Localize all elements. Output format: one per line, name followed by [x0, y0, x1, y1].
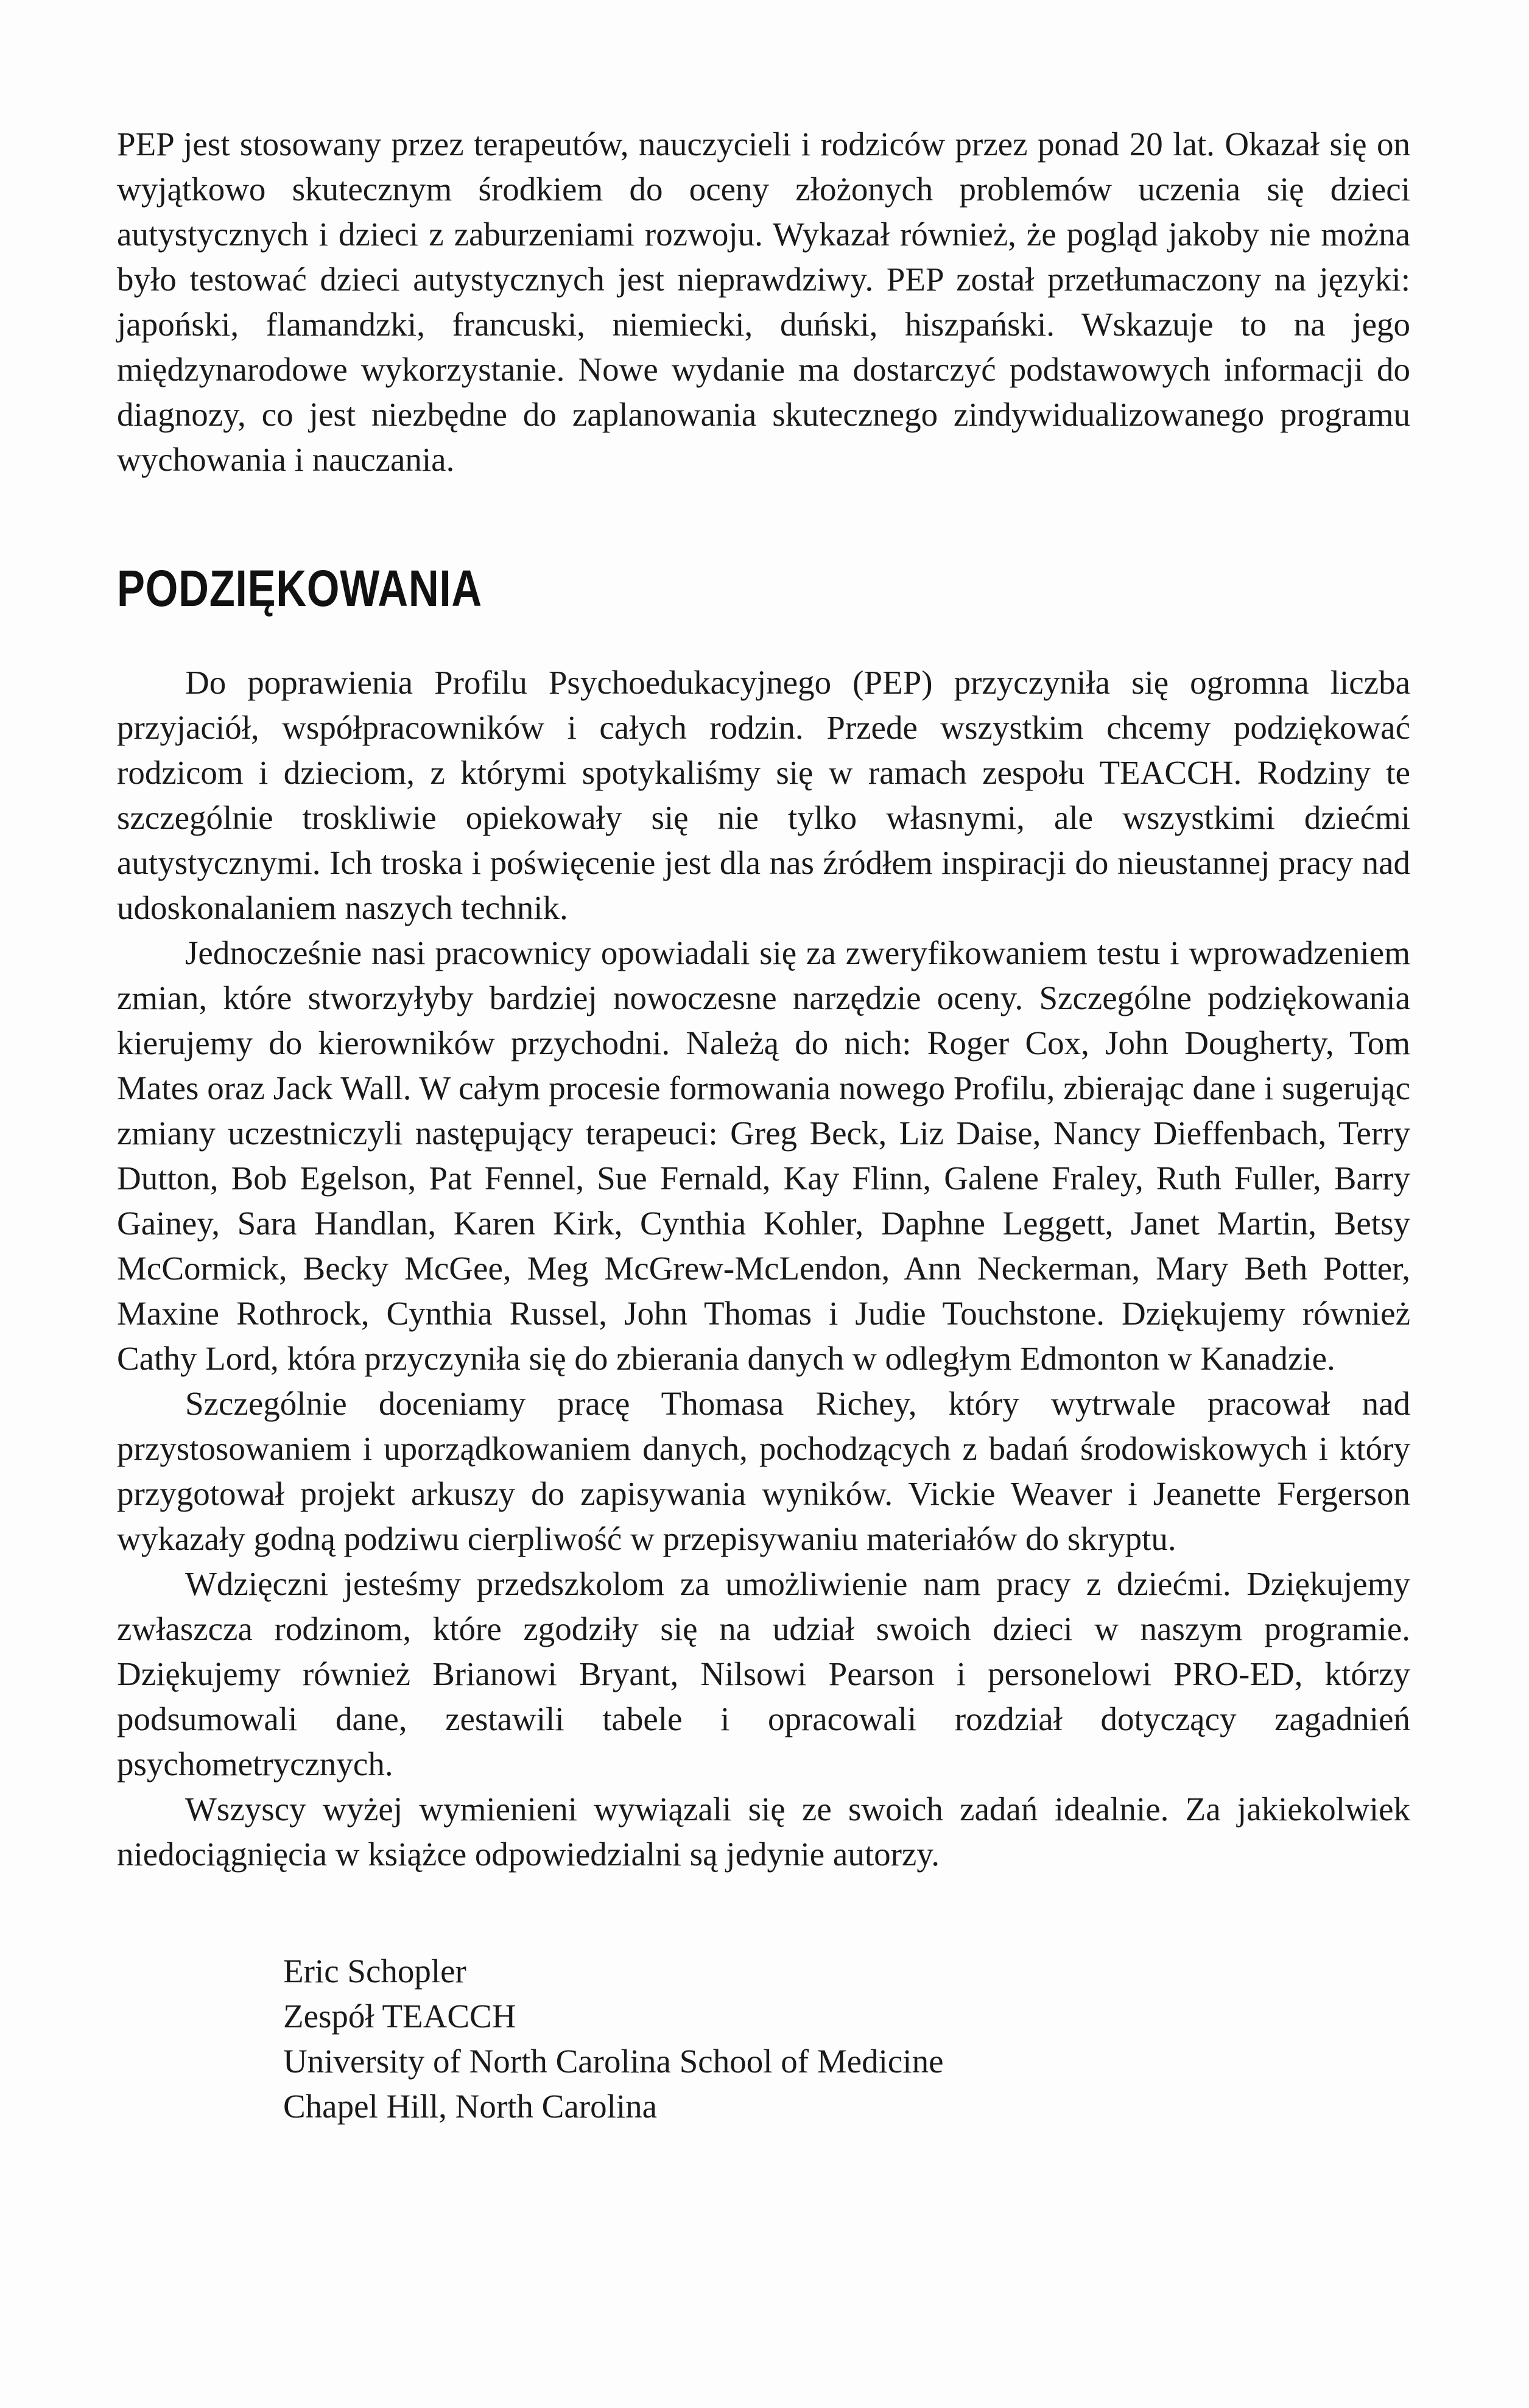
signature-location: Chapel Hill, North Carolina [283, 2088, 658, 2125]
signature-team: Zespół TEACCH [283, 1998, 516, 2035]
acknowledgements-paragraph-4: Wdzięczni jesteśmy przedszkolom za umożliwienie nam pracy z dziećmi. Dziękujemy zwłaszcza rodzinom, które zgodziły się na udział swoich dzieci w naszym programie. Dziękujemy również Brianowi Bryant, Nilsowi Pearson i personelowi PRO-ED, którzy podsumowali dane, zestawili tabele i opracowali rozdział dotyczący zagadnień psychometrycznych. [117, 1565, 1410, 1783]
signature-block [283, 1949, 1379, 2129]
acknowledgements-paragraph-5: Wszyscy wyżej wymienieni wywiązali się ze swoich zadań idealnie. Za jakiekolwiek niedociągnięcia w książce odpowiedzialni są jedynie autorzy. [117, 1790, 1410, 1873]
signature-name: Eric Schopler [283, 1952, 466, 1990]
section-heading-acknowledgements: PODZIĘKOWANIA [117, 560, 482, 617]
document-body [117, 122, 1410, 1877]
acknowledgements-paragraph-3: Szczególnie doceniamy pracę Thomasa Richey, który wytrwale pracował nad przystosowaniem i uporządkowaniem danych, pochodzących z badań środowiskowych i który przygotował projekt arkuszy do zapisywania wyników. Vickie Weaver i Jeanette Fergerson wykazały godną podziwu cierpliwość w przepisywaniu materiałów do skryptu. [117, 1385, 1410, 1557]
acknowledgements-paragraph-2: Jednocześnie nasi pracownicy opowiadali się za zweryfikowaniem testu i wprowadzeniem zmian, które stworzyłyby bardziej nowoczesne narzędzie oceny. Szczególne podziękowania kierujemy do kierowników przychodni. Należą do nich: Roger Cox, John Dougherty, Tom Mates oraz Jack Wall. W całym procesie formowania nowego Profilu, zbierając dane i sugerując zmiany uczestniczyli następujący terapeuci: Greg Beck, Liz Daise, Nancy Dieffenbach, Terry Dutton, Bob Egelson, Pat Fennel, Sue Fernald, Kay Flinn, Galene Fraley, Ruth Fuller, Barry Gainey, Sara Handlan, Karen Kirk, Cynthia Kohler, Daphne Leggett, Janet Martin, Betsy McCormick, Becky McGee, Meg McGrew-McLendon, Ann Neckerman, Mary Beth Potter, Maxine Rothrock, Cynthia Russel, John Thomas i Judie Touchstone. Dziękujemy również Cathy Lord, która przyczyniła się do zbierania danych w odległym Edmonton w Kanadzie. [117, 934, 1410, 1377]
acknowledgements-paragraph-1: Do poprawienia Profilu Psychoedukacyjnego (PEP) przyczyniła się ogromna liczba przyjaciół, współpracowników i całych rodzin. Przede wszystkim chcemy podziękować rodzicom i dzieciom, z którymi spotykaliśmy się w ramach zespołu TEACCH. Rodziny te szczególnie troskliwie opiekowały się nie tylko własnymi, ale wszystkimi dziećmi autystycznymi. Ich troska i poświęcenie jest dla nas źródłem inspiracji do nieustannej pracy nad udoskonalaniem naszych technik. [117, 664, 1410, 926]
signature-institution: University of North Carolina School of Medicine [283, 2043, 944, 2080]
intro-paragraph: PEP jest stosowany przez terapeutów, nauczycieli i rodziców przez ponad 20 lat. Okazał się on wyjątkowo skutecznym środkiem do oceny złożonych problemów uczenia się dzieci autystycznych i dzieci z zaburzeniami rozwoju. Wykazał również, że pogląd jakoby nie można było testować dzieci autystycznych jest nieprawdziwy. PEP został przetłumaczony na języki: japoński, flamandzki, francuski, niemiecki, duński, hiszpański. Wskazuje to na jego międzynarodowe wykorzystanie. Nowe wydanie ma dostarczyć podstawowych informacji do diagnozy, co jest niezbędne do zaplanowania skutecznego zindywidualizowanego programu wychowania i nauczania. [117, 125, 1410, 478]
